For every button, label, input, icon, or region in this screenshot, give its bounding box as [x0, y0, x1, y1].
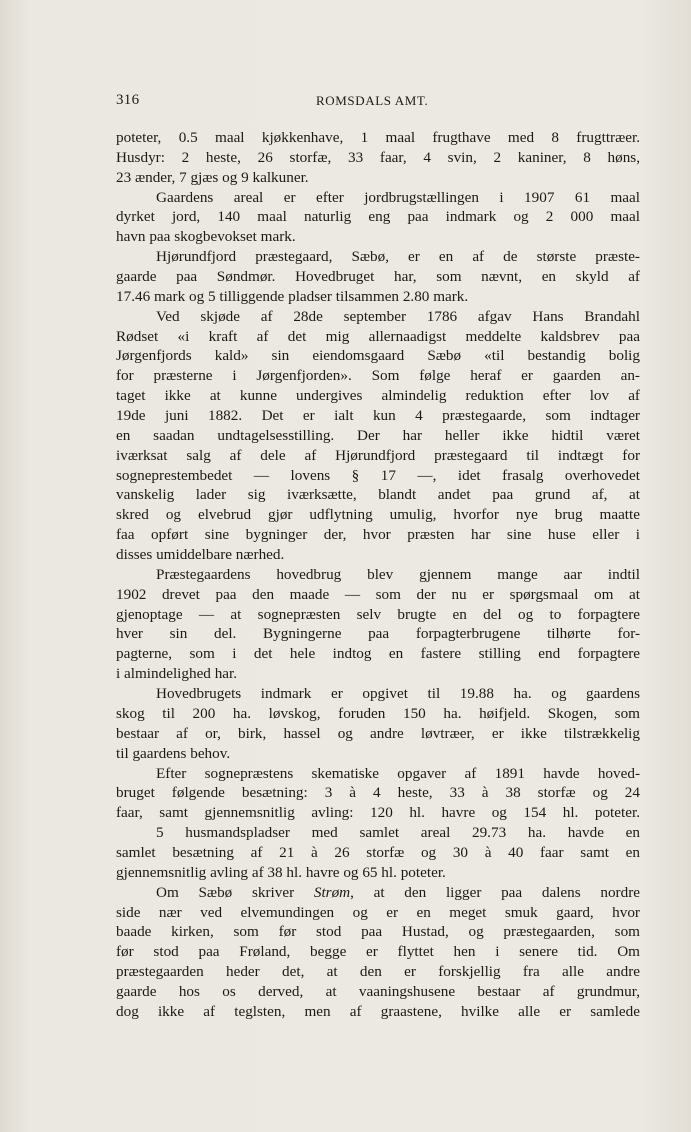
text-line: 1902 drevet paa den maade — som der nu er spørgsmaal om at [116, 585, 640, 603]
text-line: Ved skjøde af 28de september 1786 afgav Hans Brandahl [156, 307, 640, 325]
text-line: pagterne, som i det hele indtog en fastere stilling end forpagtere [116, 645, 640, 663]
text-line: disses umiddelbare nærhed. [116, 546, 285, 564]
text-line: samlet besætning af 21 à 26 storfæ og 30 à 40 faar samt en [116, 843, 640, 861]
text-line: skred og elvebrud gjør udflytning umulig, hvorfor nye brug maatte [116, 506, 640, 524]
text-line: en saadan undtagelsesstilling. Der har heller ikke hidtil været [116, 426, 640, 444]
text-line: bestaar af or, birk, hassel og andre løvtræer, er ikke tilstrækkelig [116, 724, 640, 742]
text-line: 17.46 mark og 5 tilliggende pladser tilsammen 2.80 mark. [116, 287, 469, 305]
text-line: side nær ved elvemundingen og er en meget smuk gaard, hvor [116, 903, 640, 921]
text-line: Hjørundfjord præstegaard, Sæbø, er en af de største præste- [156, 248, 640, 266]
text-line: hver sin del. Bygningerne paa forpagterbrugene tilhørte for- [116, 625, 640, 643]
text-line: gjennemsnitlig avling af 38 hl. havre og 65 hl. poteter. [116, 863, 446, 881]
text-line: poteter, 0.5 maal kjøkkenhave, 1 maal frugthave med 8 frugttræer. [116, 129, 640, 146]
text-line: havn paa skogbevokset mark. [116, 228, 296, 246]
text-line: dyrket jord, 140 maal naturlig eng paa indmark og 2 000 maal [116, 208, 640, 226]
text-line: iværksat salg af dele af Hjørundfjord præstegaard til indtægt for [116, 446, 640, 464]
text-line: Jørgenfjords kald» sin eiendomsgaard Sæbø «til bestandig bolig [116, 347, 640, 365]
text-line: Efter sognepræstens skematiske opgaver af 1891 havde hoved- [156, 764, 640, 782]
page-number: 316 [116, 92, 140, 108]
text-line: sogneprestembedet — lovens § 17 —, idet frasalg overhovedet [116, 466, 640, 484]
text-line: gaarde hos os derved, at vaaningshusene bestaar af grundmur, [116, 982, 640, 1000]
body-text [116, 128, 640, 1022]
text-line: faa opført sine bygninger der, hvor præsten har sine huse eller i [116, 526, 640, 544]
text-line: 19de juni 1882. Det er ialt kun 4 præstegaarde, som indtager [116, 407, 640, 425]
text-line: baade kirken, som før stod paa Hustad, og præstegaarden, som [116, 923, 640, 941]
page-header [116, 92, 640, 114]
text-line: Husdyr: 2 heste, 26 storfæ, 33 faar, 4 svin, 2 kaniner, 8 høns, [116, 148, 640, 166]
text-line: vanskelig lader sig iværksætte, blandt andet paa grund af, at [116, 486, 640, 504]
text-line: i almindelighed har. [116, 665, 238, 683]
text-line: gjenoptage — at sognepræsten selv brugte en del og to forpagtere [116, 605, 640, 623]
text-line: 5 husmandspladser med samlet areal 29.73 ha. havde en [156, 824, 640, 842]
text-line: bruget følgende besætning: 3 à 4 heste, 33 à 38 storfæ og 24 [116, 784, 640, 802]
text-line: Rødset «i kraft af det mig allernaadigst meddelte kaldsbrev paa [116, 327, 640, 345]
running-title: ROMSDALS AMT. [316, 93, 429, 108]
text-line: dog ikke af teglsten, men af graastene, hvilke alle er samlede [116, 1002, 640, 1020]
text-line: taget ikke at kunne undergives almindelig reduktion efter lov af [116, 387, 640, 405]
text-line: skog til 200 ha. løvskog, foruden 150 ha. høifjeld. Skogen, som [116, 704, 640, 722]
text-line: Præstegaardens hovedbrug blev gjennem mange aar indtil [156, 565, 640, 583]
text-line: for præsterne i Jørgenfjorden». Som følge heraf er gaarden an- [116, 367, 640, 385]
text-line: 23 ænder, 7 gjæs og 9 kalkuner. [116, 168, 309, 186]
text-line: faar, samt gjennemsnitlig avling: 120 hl. havre og 154 hl. poteter. [116, 804, 640, 822]
text-line: før stod paa Frøland, begge er flyttet hen i senere tid. Om [116, 943, 640, 961]
text-line: præstegaarden heder det, at den er forskjellig fra alle andre [116, 963, 640, 981]
text-line: Hovedbrugets indmark er opgivet til 19.88 ha. og gaardens [156, 685, 640, 703]
text-line: Om Sæbø skriver Strøm, at den ligger paa dalens nordre [156, 883, 641, 901]
text-line: til gaardens behov. [116, 744, 231, 762]
text-line: Gaardens areal er efter jordbrugstællingen i 1907 61 maal [156, 188, 640, 206]
text-line: gaarde paa Søndmør. Hovedbruget har, som nævnt, en skyld af [116, 268, 640, 286]
